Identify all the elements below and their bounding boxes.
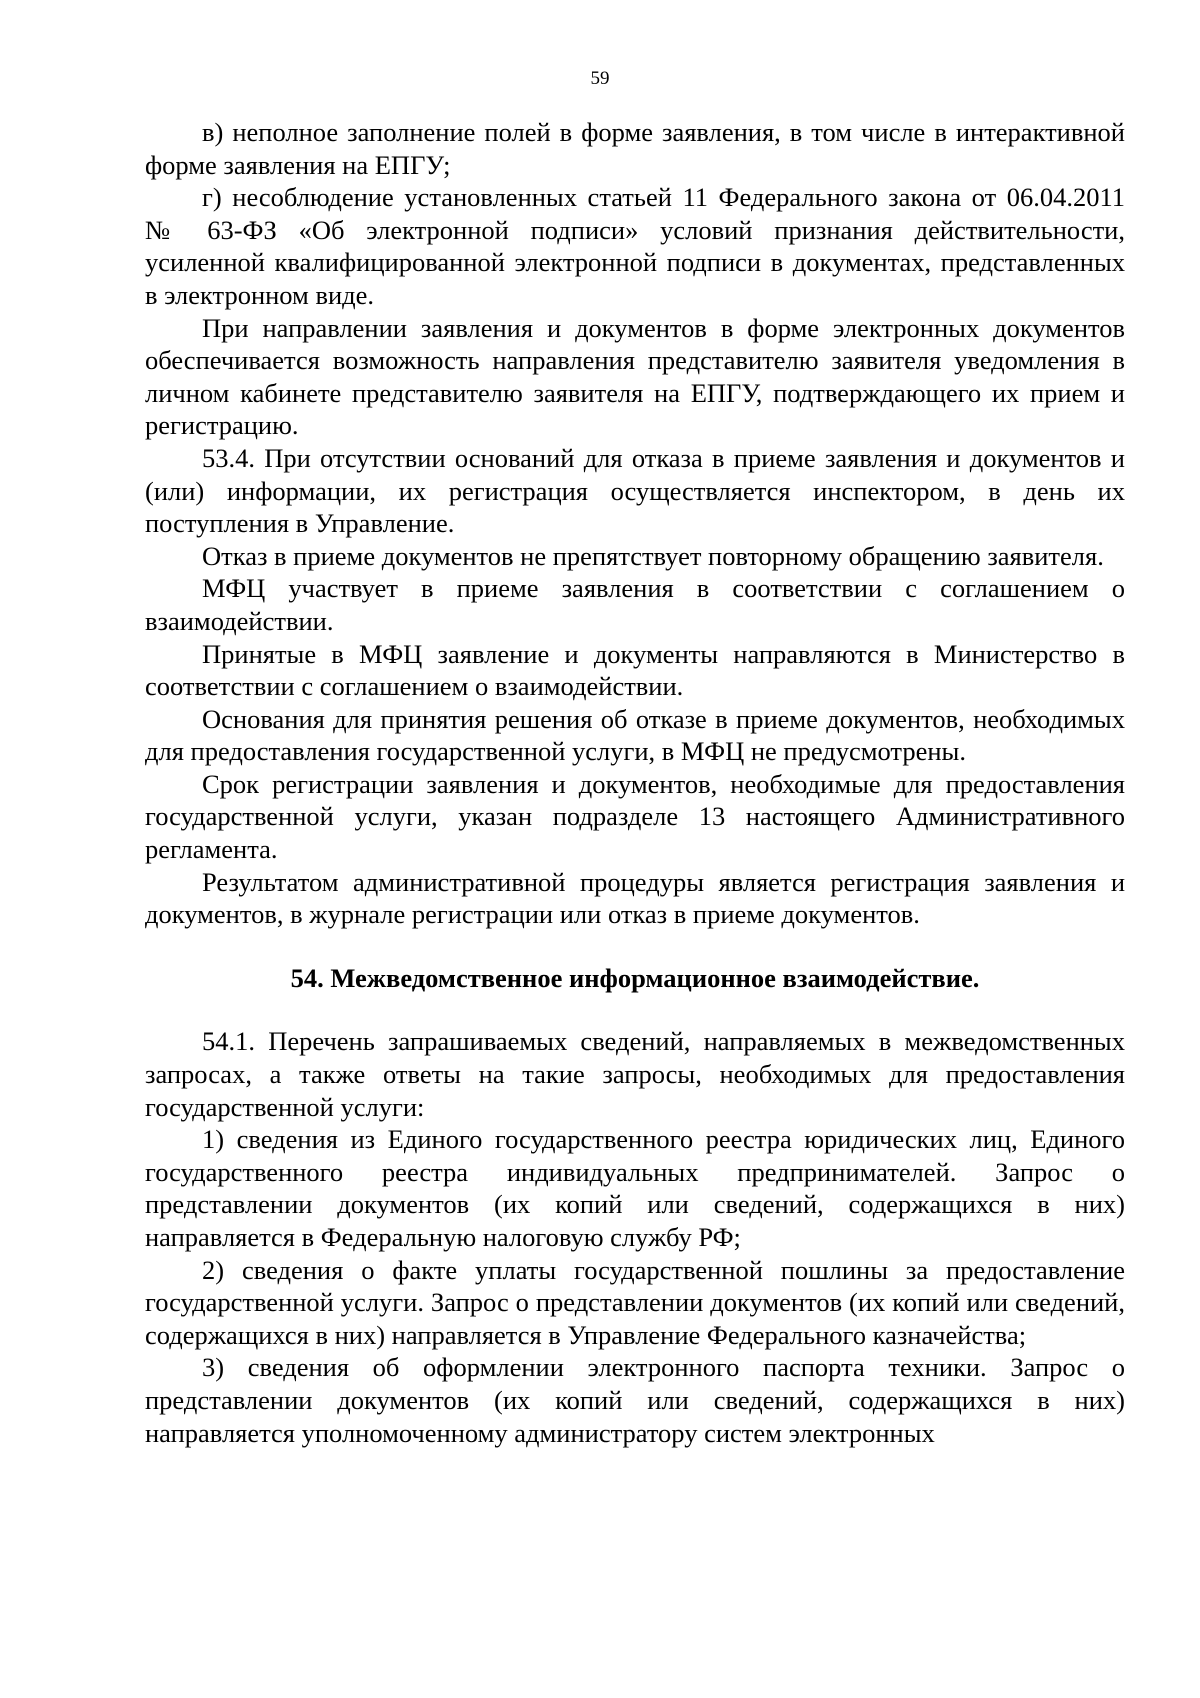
paragraph: Основания для принятия решения об отказе в приеме документов, необходимых для предоставления государственной услуги, в МФЦ не предусмотрены.	[145, 703, 1125, 767]
paragraph: Принятые в МФЦ заявление и документы направляются в Министерство в соответствии с соглашением о взаимодействии.	[145, 638, 1125, 702]
paragraph: г) несоблюдение установленных статьей 11 Федерального закона от 06.04.2011 № 63-ФЗ «Об электронной подписи» условий признания действительности, усиленной квалифицированной электронной подписи в документах, представленных в электронном виде.	[145, 182, 1125, 310]
paragraph: 54.1. Перечень запрашиваемых сведений, направляемых в межведомственных запросах, а также ответы на такие запросы, необходимых для предоставления государственной услуги:	[145, 1026, 1125, 1122]
paragraph: в) неполное заполнение полей в форме заявления, в том числе в интерактивной форме заявления на ЕПГУ;	[145, 117, 1125, 180]
document-body	[145, 116, 1125, 1449]
paragraph: При направлении заявления и документов в форме электронных документов обеспечивается возможность направления представителю заявителя уведомления в личном кабинете представителю заявителя на ЕПГУ, подтверждающего их прием и регистрацию.	[145, 312, 1125, 441]
paragraph: 3) сведения об оформлении электронного паспорта техники. Запрос о представлении документов (их копий или сведений, содержащихся в них) направляется уполномоченному администратору систем электронных	[145, 1352, 1125, 1448]
paragraph: МФЦ участвует в приеме заявления в соответствии с соглашением о взаимодействии.	[145, 573, 1125, 636]
paragraph: 1) сведения из Единого государственного реестра юридических лиц, Единого государственного реестра индивидуальных предпринимателей. Запрос о представлении документов (их копий или сведений, содержащихся в них) направляется в Федеральную налоговую службу РФ;	[145, 1124, 1125, 1252]
paragraph: Результатом административной процедуры является регистрация заявления и документов, в журнале регистрации или отказ в приеме документов.	[145, 866, 1125, 930]
paragraph: Срок регистрации заявления и документов, необходимые для предоставления государственной услуги, указан подразделе 13 настоящего Административного регламента.	[145, 768, 1125, 865]
paragraph: Отказ в приеме документов не препятствует повторному обращению заявителя.	[202, 540, 1104, 571]
paragraph: 2) сведения о факте уплаты государственной пошлины за предоставление государственной услуги. Запрос о представлении документов (их копий или сведений, содержащихся в них) направляется в Управление Федерального казначейства;	[145, 1254, 1125, 1350]
section-heading: 54. Межведомственное информационное взаимодействие.	[290, 962, 980, 993]
paragraph: 53.4. При отсутствии оснований для отказа в приеме заявления и документов и (или) информации, их регистрация осуществляется инспектором, в день их поступления в Управление.	[145, 442, 1125, 539]
page-number: 59	[590, 68, 610, 89]
